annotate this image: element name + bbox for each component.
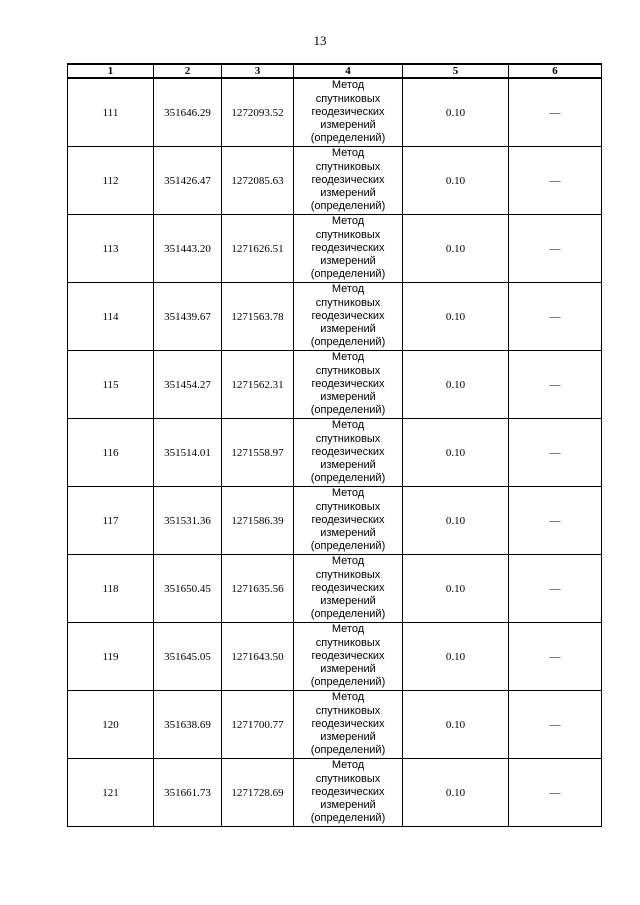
method-line: геодезических — [311, 513, 385, 526]
method-line: геодезических — [311, 377, 385, 390]
x-coordinate-cell: 351426.47 — [154, 147, 222, 215]
table-body — [68, 78, 602, 827]
method-line: геодезических — [311, 445, 385, 458]
header-col-2: 2 — [154, 64, 222, 78]
method-line: (определений) — [310, 268, 386, 281]
note-cell: — — [509, 78, 602, 147]
x-coordinate-cell: 351454.27 — [154, 351, 222, 419]
method-line: измерений — [320, 731, 376, 744]
method-line: Метод — [331, 351, 365, 364]
method-line: (определений) — [310, 336, 386, 349]
y-coordinate-cell: 1271643.50 — [222, 623, 294, 691]
accuracy-cell: 0.10 — [403, 351, 509, 419]
note-cell: — — [509, 147, 602, 215]
y-coordinate-cell: 1271635.56 — [222, 555, 294, 623]
method-line: геодезических — [311, 649, 385, 662]
point-number-cell: 111 — [68, 78, 154, 147]
method-line: спутниковых — [315, 568, 381, 581]
x-coordinate-cell: 351514.01 — [154, 419, 222, 487]
x-coordinate-cell: 351646.29 — [154, 78, 222, 147]
method-line: спутниковых — [315, 228, 381, 241]
accuracy-cell: 0.10 — [403, 283, 509, 351]
x-coordinate-cell: 351661.73 — [154, 759, 222, 827]
y-coordinate-cell: 1271728.69 — [222, 759, 294, 827]
method-line: Метод — [331, 215, 365, 228]
point-number-cell: 116 — [68, 419, 154, 487]
header-col-5: 5 — [403, 64, 509, 78]
table-row — [68, 351, 602, 419]
x-coordinate-cell: 351439.67 — [154, 283, 222, 351]
table-row — [68, 487, 602, 555]
point-number-cell: 117 — [68, 487, 154, 555]
accuracy-cell: 0.10 — [403, 759, 509, 827]
table-row — [68, 691, 602, 759]
accuracy-cell: 0.10 — [403, 555, 509, 623]
method-cell — [294, 487, 403, 555]
method-line: геодезических — [311, 173, 385, 186]
method-line: (определений) — [310, 676, 386, 689]
method-line: Метод — [331, 759, 365, 772]
method-line: измерений — [320, 391, 376, 404]
accuracy-cell: 0.10 — [403, 419, 509, 487]
y-coordinate-cell: 1271558.97 — [222, 419, 294, 487]
method-line: Метод — [331, 487, 365, 500]
note-cell: — — [509, 419, 602, 487]
method-line: спутниковых — [315, 160, 381, 173]
y-coordinate-cell: 1271563.78 — [222, 283, 294, 351]
method-line: (определений) — [310, 608, 386, 621]
header-col-3: 3 — [222, 64, 294, 78]
method-line: измерений — [320, 595, 376, 608]
point-number-cell: 121 — [68, 759, 154, 827]
note-cell: — — [509, 691, 602, 759]
accuracy-cell: 0.10 — [403, 623, 509, 691]
x-coordinate-cell: 351443.20 — [154, 215, 222, 283]
method-cell — [294, 623, 403, 691]
method-line: спутниковых — [315, 432, 381, 445]
method-cell — [294, 351, 403, 419]
method-line: спутниковых — [315, 772, 381, 785]
table-row — [68, 555, 602, 623]
method-line: измерений — [320, 799, 376, 812]
y-coordinate-cell: 1272093.52 — [222, 78, 294, 147]
method-line: Метод — [331, 555, 365, 568]
method-line: (определений) — [310, 472, 386, 485]
method-line: Метод — [331, 691, 365, 704]
method-cell — [294, 215, 403, 283]
method-line: измерений — [320, 527, 376, 540]
y-coordinate-cell: 1271562.31 — [222, 351, 294, 419]
method-line: спутниковых — [315, 364, 381, 377]
point-number-cell: 120 — [68, 691, 154, 759]
method-line: спутниковых — [315, 704, 381, 717]
coordinates-table — [67, 63, 602, 827]
note-cell: — — [509, 351, 602, 419]
point-number-cell: 118 — [68, 555, 154, 623]
accuracy-cell: 0.10 — [403, 215, 509, 283]
method-line: геодезических — [311, 785, 385, 798]
method-line: Метод — [331, 419, 365, 432]
method-line: геодезических — [311, 309, 385, 322]
method-line: геодезических — [311, 105, 385, 118]
accuracy-cell: 0.10 — [403, 487, 509, 555]
method-cell — [294, 691, 403, 759]
method-cell — [294, 419, 403, 487]
method-line: измерений — [320, 663, 376, 676]
point-number-cell: 112 — [68, 147, 154, 215]
method-line: Метод — [331, 623, 365, 636]
method-line: спутниковых — [315, 500, 381, 513]
method-line: спутниковых — [315, 296, 381, 309]
accuracy-cell: 0.10 — [403, 147, 509, 215]
table-row — [68, 215, 602, 283]
method-line: спутниковых — [315, 92, 381, 105]
method-line: измерений — [320, 459, 376, 472]
x-coordinate-cell: 351645.05 — [154, 623, 222, 691]
method-line: геодезических — [311, 717, 385, 730]
accuracy-cell: 0.10 — [403, 691, 509, 759]
method-line: Метод — [331, 79, 365, 92]
table-row — [68, 78, 602, 147]
method-cell — [294, 555, 403, 623]
header-col-4: 4 — [294, 64, 403, 78]
header-col-6: 6 — [509, 64, 602, 78]
note-cell: — — [509, 623, 602, 691]
y-coordinate-cell: 1271626.51 — [222, 215, 294, 283]
method-line: Метод — [331, 283, 365, 296]
point-number-cell: 119 — [68, 623, 154, 691]
method-line: (определений) — [310, 200, 386, 213]
method-line: измерений — [320, 187, 376, 200]
method-line: (определений) — [310, 744, 386, 757]
table-row — [68, 623, 602, 691]
method-line: геодезических — [311, 241, 385, 254]
note-cell: — — [509, 215, 602, 283]
method-line: измерений — [320, 255, 376, 268]
point-number-cell: 113 — [68, 215, 154, 283]
table-header-row — [68, 64, 602, 78]
note-cell: — — [509, 487, 602, 555]
method-line: Метод — [331, 147, 365, 160]
x-coordinate-cell: 351638.69 — [154, 691, 222, 759]
header-col-1: 1 — [68, 64, 154, 78]
table-row — [68, 759, 602, 827]
method-line: (определений) — [310, 540, 386, 553]
table-row — [68, 283, 602, 351]
method-line: спутниковых — [315, 636, 381, 649]
table-row — [68, 419, 602, 487]
method-line: измерений — [320, 323, 376, 336]
note-cell: — — [509, 283, 602, 351]
x-coordinate-cell: 351531.36 — [154, 487, 222, 555]
note-cell: — — [509, 759, 602, 827]
method-line: измерений — [320, 119, 376, 132]
y-coordinate-cell: 1272085.63 — [222, 147, 294, 215]
method-line: (определений) — [310, 132, 386, 145]
page-number: 13 — [313, 33, 327, 48]
point-number-cell: 114 — [68, 283, 154, 351]
table-row — [68, 147, 602, 215]
y-coordinate-cell: 1271700.77 — [222, 691, 294, 759]
x-coordinate-cell: 351650.45 — [154, 555, 222, 623]
method-line: геодезических — [311, 581, 385, 594]
method-line: (определений) — [310, 812, 386, 825]
method-cell — [294, 78, 403, 147]
method-line: (определений) — [310, 404, 386, 417]
method-cell — [294, 759, 403, 827]
method-cell — [294, 283, 403, 351]
note-cell: — — [509, 555, 602, 623]
point-number-cell: 115 — [68, 351, 154, 419]
accuracy-cell: 0.10 — [403, 78, 509, 147]
method-cell — [294, 147, 403, 215]
y-coordinate-cell: 1271586.39 — [222, 487, 294, 555]
